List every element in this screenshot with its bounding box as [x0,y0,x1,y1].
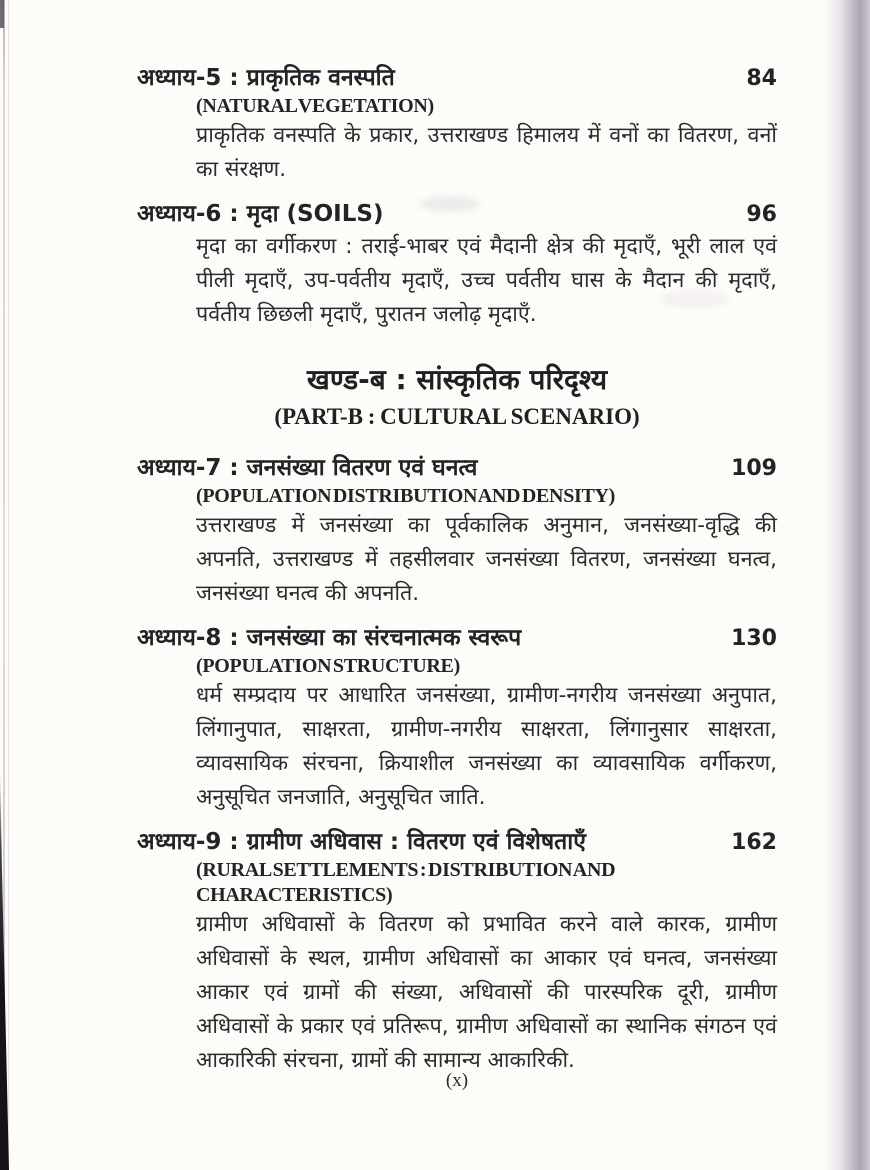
chapter-8-title: अध्याय-8 : जनसंख्या का संरचनात्मक स्वरूप [137,625,522,651]
chapter-9-page-number: 162 [731,830,777,855]
scan-top-left-mark [0,0,4,28]
chapter-8-english-subtitle: (POPULATION STRUCTURE) [196,655,460,677]
toc-entry-chapter-7 [137,453,777,611]
chapter-5-english-subtitle: (NATURAL VEGETATION) [196,95,434,117]
chapter-5-page-number: 84 [746,66,777,91]
chapter-7-title: अध्याय-7 : जनसंख्या वितरण एवं घनत्व [137,455,478,481]
toc-entry-chapter-6 [137,199,777,332]
chapter-7-heading-row [137,453,777,484]
toc-entry-chapter-9 [137,827,777,1078]
toc-entry-chapter-8 [137,623,777,815]
chapter-8-description: धर्म सम्प्रदाय पर आधारित जनसंख्या, ग्रामीण-नगरीय जनसंख्या अनुपात, लिंगानुपात, साक्षरता, ग्रामीण-नगरीय साक्षरता, लिंगानुसार साक्षरता, व्यावसायिक संरचना, क्रियाशील जनसंख्या का व्यावसायिक वर्गीकरण, अनुसूचित जनजाति, अनुसूचित जाति. [196,683,777,810]
chapter-6-page-number: 96 [746,202,777,227]
chapter-5-title: अध्याय-5 : प्राकृतिक वनस्पति [137,65,395,91]
scan-page-curl-shadow [824,0,870,1170]
chapter-6-heading-row [137,199,777,230]
chapter-6-description: मृदा का वर्गीकरण : तराई-भाबर एवं मैदानी क्षेत्र की मृदाएँ, भूरी लाल एवं पीली मृदाएँ, उप-पर्वतीय मृदाएँ, उच्च पर्वतीय घास के मैदान की मृदाएँ, पर्वतीय छिछली मृदाएँ, पुरातन जलोढ़ मृदाएँ. [196,234,777,327]
chapter-7-page-number: 109 [731,456,777,481]
folio-page-number: (x) [445,1070,469,1091]
part-b-title-hindi: खण्ड-ब : सांस्कृतिक परिदृश्य [306,363,608,396]
chapter-9-heading-row [137,827,777,858]
scan-left-edge-line-faint [8,0,9,1170]
chapter-9-description: ग्रामीण अधिवासों के वितरण को प्रभावित करने वाले कारक, ग्रामीण अधिवासों के स्थल, ग्रामीण अधिवासों का आकार एवं घनत्व, जनसंख्या आकार एवं ग्रामों की संख्या, अधिवासों की पारस्परिक दूरी, ग्रामीण अधिवासों के प्रकार एवं प्रतिरूप, ग्रामीण अधिवासों का स्थानिक संगठन एवं आकारिकी संरचना, ग्रामों की सामान्य आकारिकी. [196,912,777,1073]
chapter-6-title: अध्याय-6 : मृदा (SOILS) [137,201,384,227]
chapter-9-english-subtitle: (RURAL SETTLEMENTS : DISTRIBUTION AND CHARACTERISTICS) [196,859,616,906]
chapter-5-description: प्राकृतिक वनस्पति के प्रकार, उत्तराखण्ड हिमालय में वनों का वितरण, वनों का संरक्षण. [196,123,777,182]
chapter-8-heading-row [137,623,777,654]
chapter-9-title: अध्याय-9 : ग्रामीण अधिवास : वितरण एवं विशेषताएँ [137,829,586,855]
chapter-8-page-number: 130 [731,626,777,651]
toc-entry-chapter-5 [137,63,777,187]
chapter-5-heading-row [137,63,777,94]
part-b-title-english: (PART-B : CULTURAL SCENARIO) [274,404,640,429]
part-b-header [137,360,777,433]
chapter-7-english-subtitle: (POPULATION DISTRIBUTION AND DENSITY) [196,485,616,507]
table-of-contents [137,63,777,1090]
chapter-7-description: उत्तराखण्ड में जनसंख्या का पूर्वकालिक अनुमान, जनसंख्या-वृद्धि की अपनति, उत्तराखण्ड में तहसीलवार जनसंख्या वितरण, जनसंख्या घनत्व, जनसंख्या घनत्व की अपनति. [196,513,777,606]
